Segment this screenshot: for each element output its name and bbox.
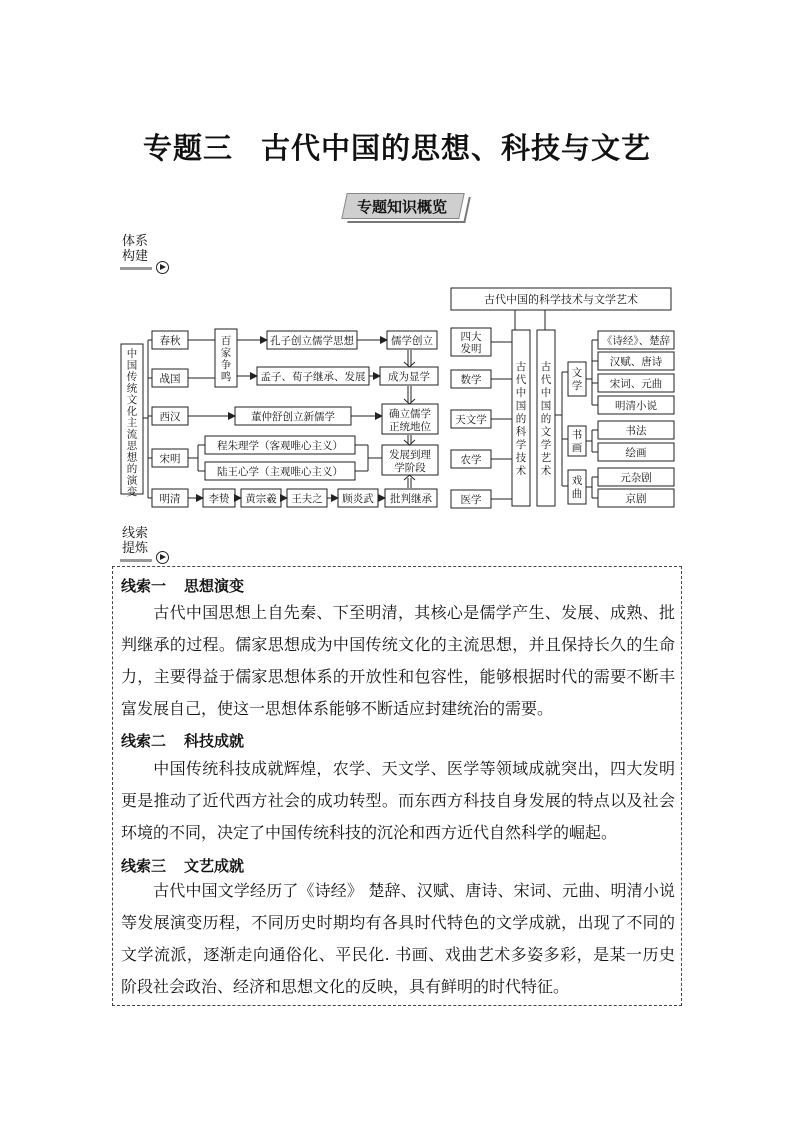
wenxue-label: 文学	[571, 367, 583, 392]
chengzhu-label: 程朱理学（客观唯心主义）	[217, 440, 343, 452]
clue-1-heading: 线索一 思想演变	[121, 577, 245, 595]
period-chunqiu: 春秋	[159, 335, 181, 347]
clues-box	[112, 566, 682, 1006]
section-label-structure: 体系 构建	[122, 234, 148, 264]
section-label-clues: 线索 提炼	[122, 526, 148, 556]
sci-math: 数学	[460, 374, 482, 386]
sci-medicine: 医学	[460, 494, 482, 506]
shuhua-label: 书画	[571, 429, 583, 454]
clue-3-text: 古代中国文学经历了《诗经》 楚辞、汉赋、唐诗、宋词、元曲、明清小说等发展演变历程，不同历史时期均有各具时代特色的文学成就，出现了不同的文学流派，逐渐走向通俗化、平民化. 书画、戏曲艺术多姿多彩，是某一历史阶段社会政治、经济和思想文化的反映，具有鲜明的时代特征。	[121, 881, 675, 996]
wenxue-item-4: 明清小说	[615, 400, 657, 412]
xiqu-item-2: 京剧	[625, 493, 647, 505]
sci-astronomy: 天文学	[455, 414, 487, 426]
shuhua-item-1: 书法	[625, 425, 647, 437]
sci-four-inventions-2: 发明	[460, 343, 482, 355]
thinker-huangzongxi: 黄宗羲	[245, 493, 277, 505]
period-zhanguo: 战国	[159, 373, 181, 385]
dong-label: 董仲舒创立新儒学	[251, 411, 335, 423]
thinker-lizhi: 李贽	[208, 493, 230, 505]
mengzi-label: 孟子、荀子继承、发展	[260, 371, 366, 383]
xianxue-label: 成为显学	[388, 371, 430, 383]
clue-2-heading: 线索二 科技成就	[121, 732, 245, 750]
wenxue-item-3: 宋词、元曲	[609, 378, 663, 390]
period-xihan: 西汉	[159, 411, 181, 423]
badge-label: 专题知识概览	[356, 198, 447, 216]
lixue-label-2: 学阶段	[394, 462, 426, 474]
right-title: 古代中国的科学技术与文学艺术	[484, 293, 638, 306]
ruxue-label: 儒学创立	[391, 335, 433, 347]
zhengtong-label-1: 确立儒学	[389, 408, 431, 420]
period-songming: 宋明	[159, 453, 181, 465]
sci-agronomy: 农学	[460, 454, 482, 466]
luwang-label: 陆王心学（主观唯心主义）	[217, 466, 343, 478]
xiqu-item-1: 元杂剧	[620, 472, 652, 484]
kongzi-label: 孔子创立儒学思想	[270, 335, 354, 347]
clue-2-text: 中国传统科技成就辉煌，农学、天文学、医学等领域成就突出，四大发明更是推动了近代西方社会的成功转型。而东西方科技自身发展的特点以及社会环境的不同，决定了中国传统科技的沉沦和西方近代自然科学的崛起。	[121, 759, 675, 842]
sci-vertical-label: 古代中国的科学技术	[515, 361, 527, 477]
lixue-label-1: 发展到理	[389, 449, 431, 461]
zhengtong-label-2: 正统地位	[389, 421, 431, 433]
wenxue-item-1: 《诗经》、楚辞	[601, 335, 671, 347]
xiqu-label: 戏曲	[571, 475, 583, 500]
clue-1-text: 古代中国思想上自先秦、下至明清，其核心是儒学产生、发展、成熟、批判继承的过程。儒家思想成为中国传统文化的主流思想，并且保持长久的生命力，主要得益于儒家思想体系的开放性和包容性，能够根据时代的需要不断丰富发展自己，使这一思想体系能够不断适应封建统治的需要。	[121, 603, 675, 718]
thinker-wangfuzhi: 王夫之	[291, 493, 323, 505]
thinker-guyanwu: 顾炎武	[342, 493, 374, 505]
concept-diagram	[0, 0, 794, 560]
period-mingqing: 明清	[159, 493, 181, 505]
art-vertical-label: 古代中国的文学艺术	[540, 361, 552, 477]
pipan-label: 批判继承	[390, 493, 432, 505]
wenxue-item-2: 汉赋、唐诗	[609, 356, 663, 368]
clue-3-heading: 线索三 文艺成就	[121, 857, 245, 875]
page-title: 专题三 古代中国的思想、科技与文艺	[142, 131, 652, 165]
shuhua-item-2: 绘画	[625, 447, 647, 459]
sci-four-inventions-1: 四大	[460, 331, 482, 343]
left-vertical-label: 中国传统文化主流思想的演变	[126, 348, 138, 498]
baijia-label: 百家争鸣	[220, 335, 232, 383]
play-icon	[156, 551, 169, 564]
